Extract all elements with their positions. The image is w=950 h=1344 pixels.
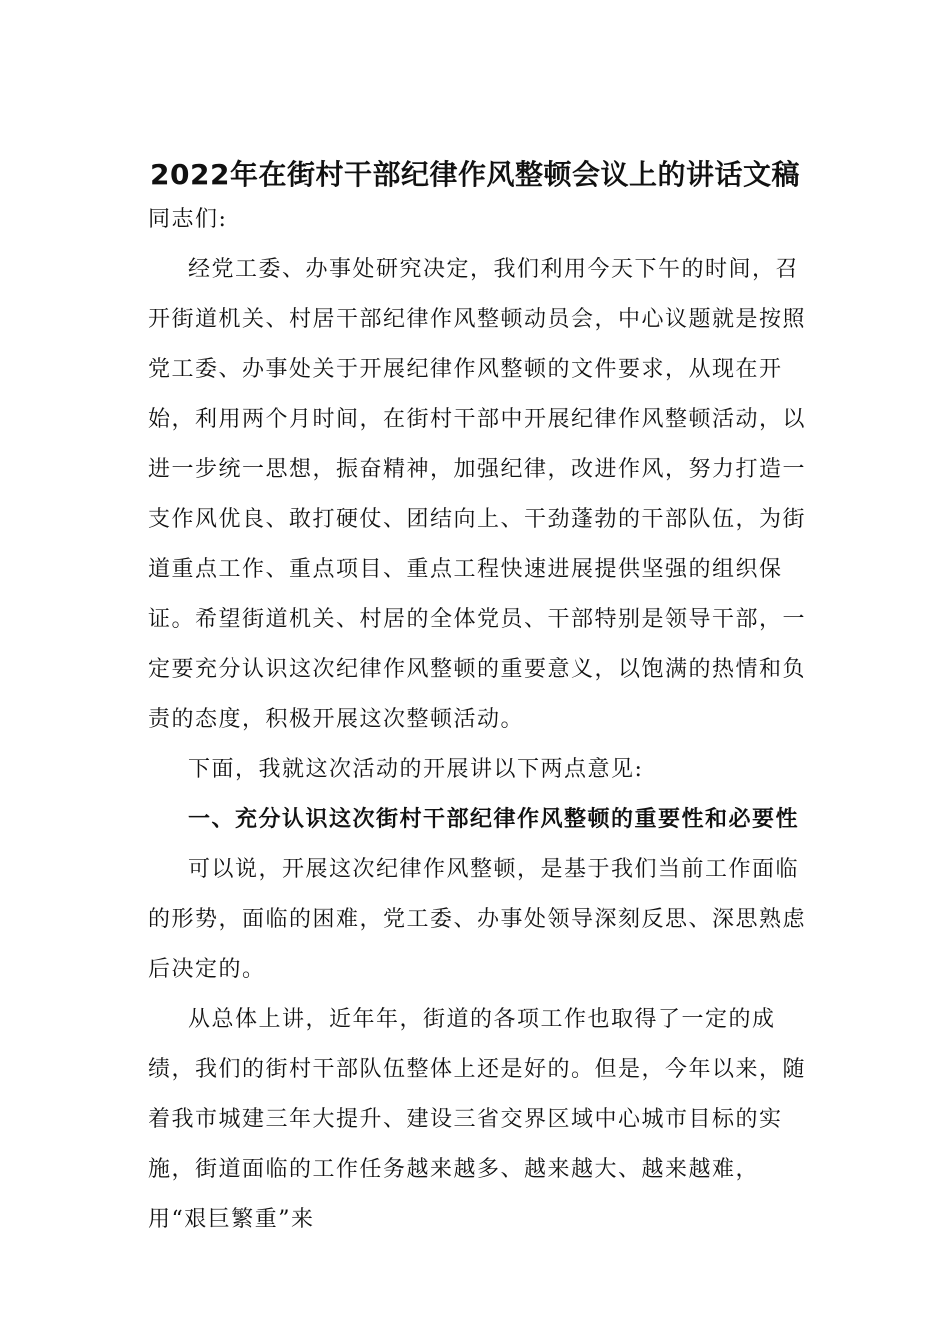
salutation: 同志们: bbox=[148, 207, 228, 232]
document-body bbox=[148, 195, 808, 1245]
section-heading-1: 一、充分认识这次街村干部纪律作风整顿的重要性和必要性 bbox=[188, 807, 800, 832]
paragraph-outline: 下面，我就这次活动的开展讲以下两点意见: bbox=[188, 757, 644, 782]
paragraph-intro: 经党工委、办事处研究决定，我们利用今天下午的时间，召开街道机关、村居干部纪律作风整顿动员会，中心议题就是按照党工委、办事处关于开展纪律作风整顿的文件要求，从现在开始，利用两个月时间，在街村干部中开展纪律作风整顿活动，以进一步统一思想，振奋精神，加强纪律，改进作风，努力打造一支作风优良、敢打硬仗、团结向上、干劲蓬勃的干部队伍，为街道重点工作、重点项目、重点工程快速进展提供坚强的组织保证。希望街道机关、村居的全体党员、干部特别是领导干部，一定要充分认识这次纪律作风整顿的重要意义，以饱满的热情和负责的态度，积极开展这次整顿活动。 bbox=[148, 257, 807, 732]
paragraph-section-1-a: 可以说，开展这次纪律作风整顿，是基于我们当前工作面临的形势，面临的困难，党工委、办事处领导深刻反思、深思熟虑后决定的。 bbox=[148, 857, 807, 982]
document-title: 2022年在街村干部纪律作风整顿会议上的讲话文稿 bbox=[150, 158, 800, 191]
paragraph-section-1-b: 从总体上讲，近年年，街道的各项工作也取得了一定的成绩，我们的街村干部队伍整体上还是好的。但是，今年以来，随着我市城建三年大提升、建设三省交界区域中心城市目标的实施，街道面临的工作任务越来越多、越来越大、越来越难，用“艰巨繁重”来 bbox=[148, 1007, 807, 1232]
